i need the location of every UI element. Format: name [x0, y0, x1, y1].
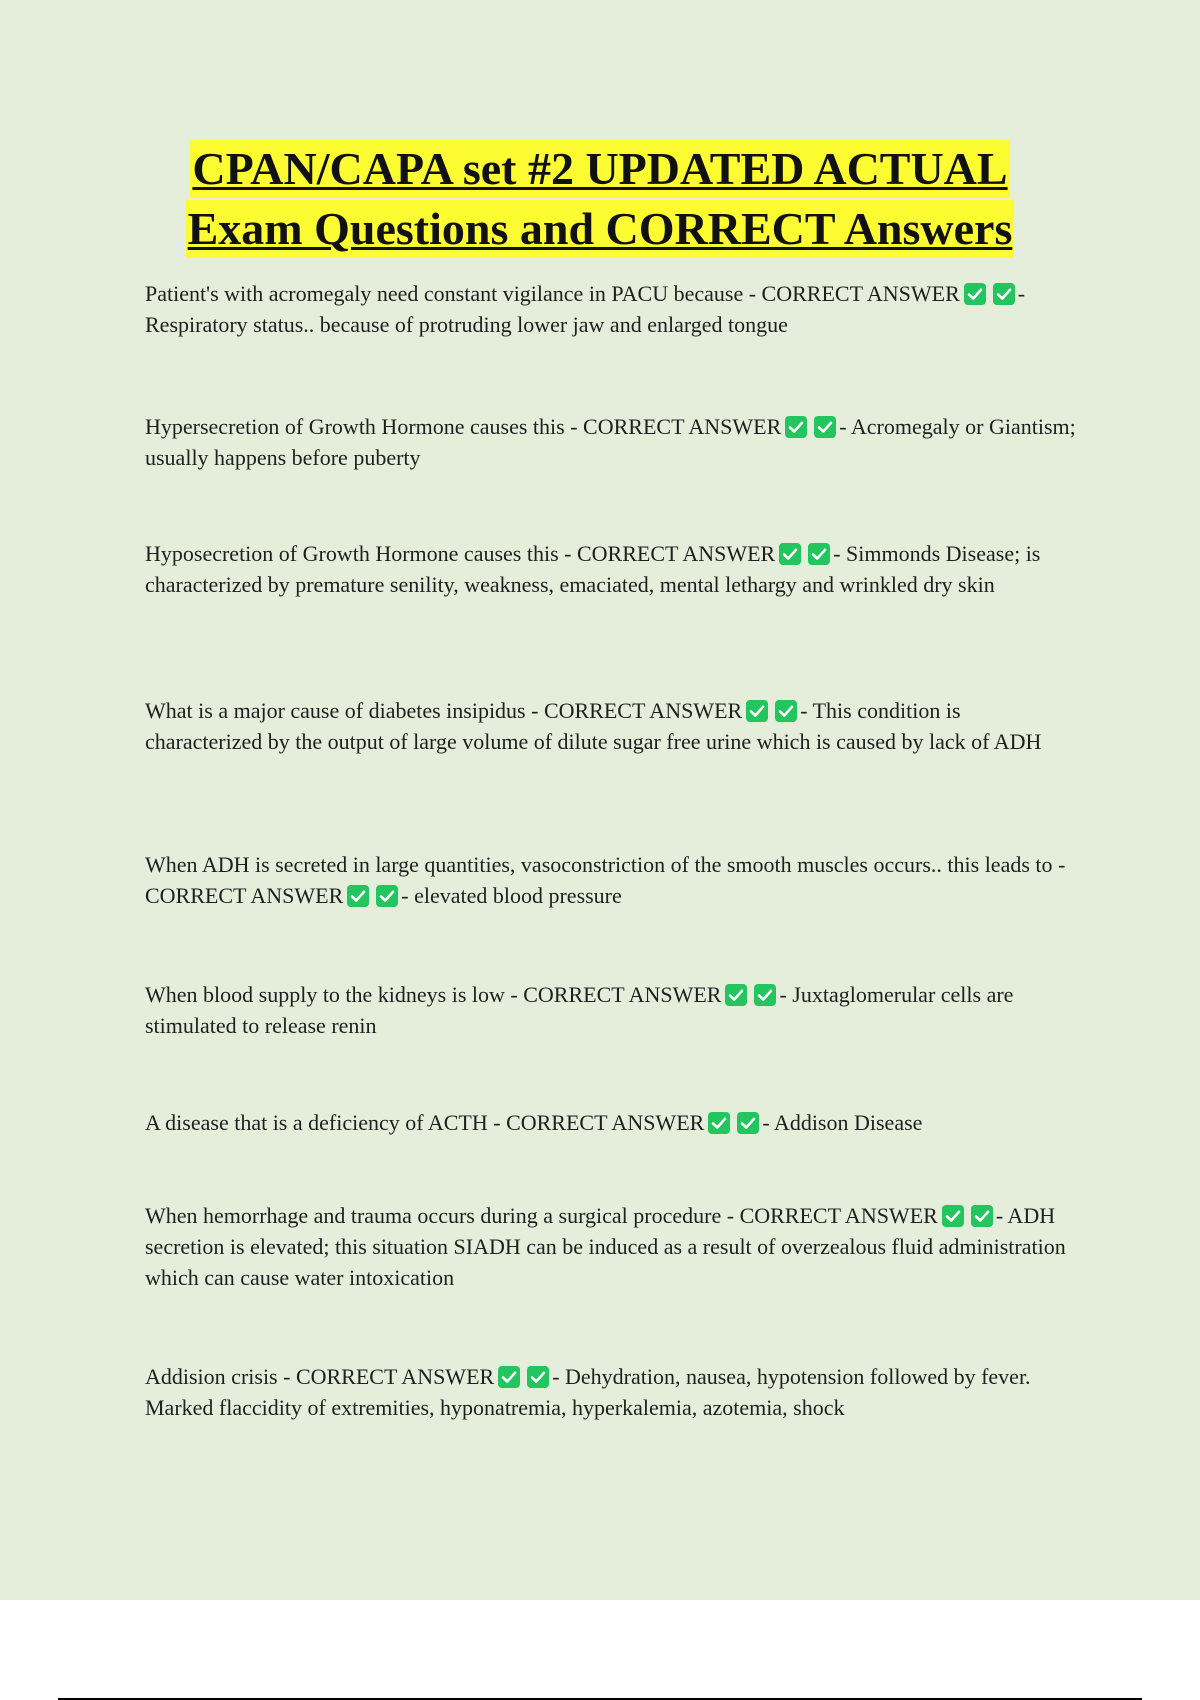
answer-text: - ADH secretion is elevated; this situation SIADH can be induced as a result of overzealous fluid administration which can cause water intoxication [145, 1203, 1066, 1290]
answer-text: - This condition is characterized by the output of large volume of dilute sugar free urine which is caused by lack of ADH [145, 698, 1042, 754]
check-box-icon [754, 984, 776, 1006]
check-box-icon [498, 1366, 520, 1388]
check-box-icon [527, 1366, 549, 1388]
answer-text: - Respiratory status.. because of protruding lower jaw and enlarged tongue [145, 281, 1026, 337]
check-box-icon [814, 416, 836, 438]
answer-label: - CORRECT ANSWER [726, 1203, 938, 1228]
question-text: When hemorrhage and trauma occurs during a surgical procedure [145, 1203, 722, 1228]
answer-label: - CORRECT ANSWER [493, 1110, 705, 1135]
check-box-icon [775, 700, 797, 722]
answer-label: - CORRECT ANSWER [145, 852, 1066, 908]
check-box-icon [942, 1205, 964, 1227]
document-title [0, 140, 1200, 258]
answer-text: - Addison Disease [762, 1110, 923, 1135]
answer-label: - CORRECT ANSWER [510, 982, 722, 1007]
answer-text: - Acromegaly or Giantism; usually happens before puberty [145, 414, 1076, 470]
check-box-icon [347, 885, 369, 907]
answer-text: - Juxtaglomerular cells are stimulated to release renin [145, 982, 1014, 1038]
qa-item-6 [145, 979, 1080, 1041]
answer-label: - CORRECT ANSWER [564, 541, 776, 566]
question-text: Addision crisis [145, 1364, 278, 1389]
question-text: When ADH is secreted in large quantities, vasoconstriction of the smooth muscles occurs.. this leads to [145, 852, 1053, 877]
question-text: Patient's with acromegaly need constant vigilance in PACU because [145, 281, 744, 306]
answer-label: - CORRECT ANSWER [531, 698, 743, 723]
question-text: Hypersecretion of Growth Hormone causes this [145, 414, 565, 439]
title-line-1: CPAN/CAPA set #2 UPDATED ACTUAL [190, 140, 1009, 198]
check-box-icon [746, 700, 768, 722]
check-box-icon [708, 1112, 730, 1134]
qa-item-8 [145, 1200, 1080, 1293]
answer-text: - Dehydration, nausea, hypotension followed by fever. Marked flaccidity of extremities, hyponatremia, hyperkalemia, azotemia, shock [145, 1364, 1031, 1420]
question-text: A disease that is a deficiency of ACTH [145, 1110, 488, 1135]
answer-label: - CORRECT ANSWER [570, 414, 782, 439]
check-box-icon [785, 416, 807, 438]
qa-item-7 [145, 1107, 1080, 1138]
answer-label: - CORRECT ANSWER [748, 281, 960, 306]
check-box-icon [376, 885, 398, 907]
answer-text: - elevated blood pressure [401, 883, 622, 908]
check-box-icon [808, 543, 830, 565]
check-box-icon [725, 984, 747, 1006]
title-line-2: Exam Questions and CORRECT Answers [186, 200, 1015, 258]
qa-item-4 [145, 695, 1080, 757]
qa-item-3 [145, 538, 1080, 600]
check-box-icon [737, 1112, 759, 1134]
question-text: Hyposecretion of Growth Hormone causes this [145, 541, 559, 566]
check-box-icon [971, 1205, 993, 1227]
qa-item-5 [145, 849, 1080, 911]
check-box-icon [964, 283, 986, 305]
qa-item-2 [145, 411, 1080, 473]
check-box-icon [993, 283, 1015, 305]
answer-label: - CORRECT ANSWER [283, 1364, 495, 1389]
question-text: When blood supply to the kidneys is low [145, 982, 505, 1007]
check-box-icon [779, 543, 801, 565]
qa-item-9 [145, 1361, 1080, 1423]
qa-item-1 [145, 278, 1080, 340]
question-text: What is a major cause of diabetes insipidus [145, 698, 526, 723]
answer-text: - Simmonds Disease; is characterized by premature senility, weakness, emaciated, mental lethargy and wrinkled dry skin [145, 541, 1041, 597]
